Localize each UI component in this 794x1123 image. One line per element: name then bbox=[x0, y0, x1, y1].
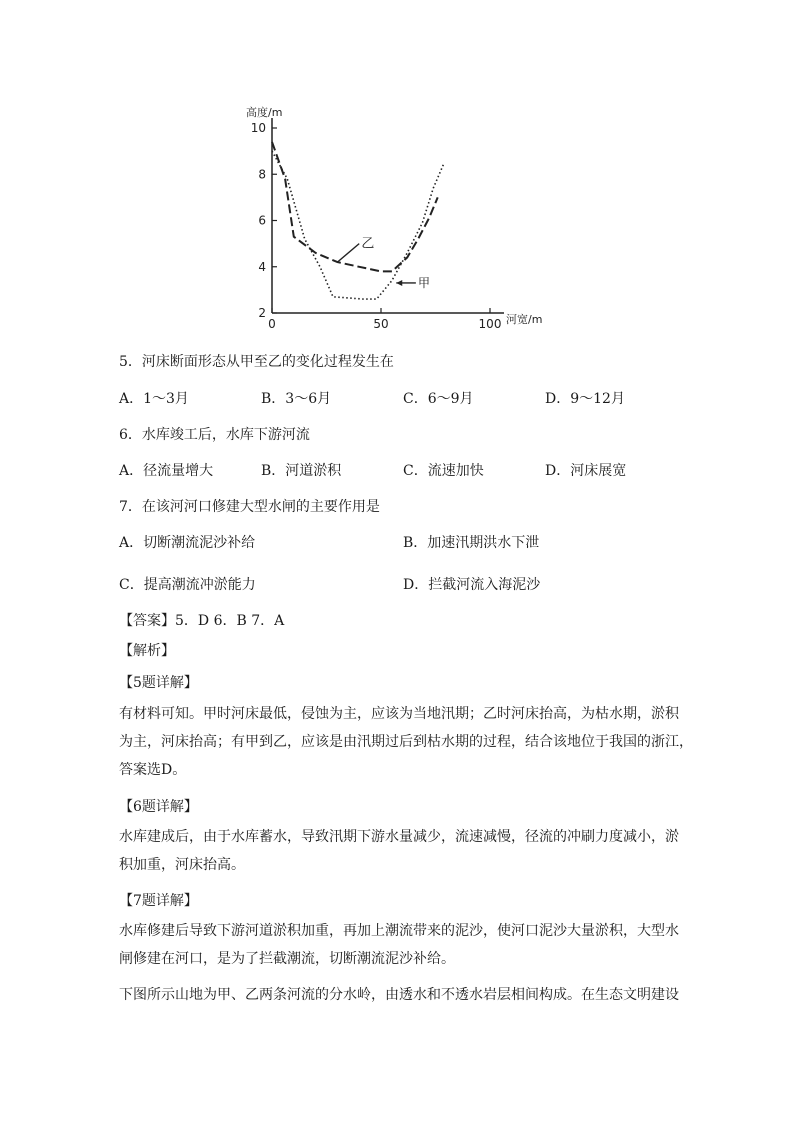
y-axis-label: 高度/m bbox=[246, 106, 283, 119]
x-tick-label: 0 bbox=[268, 317, 276, 331]
series-line-yi bbox=[272, 142, 438, 272]
detail-6-title: 【6题详解】 bbox=[119, 799, 198, 815]
q5-option-c: C．6～9月 bbox=[403, 391, 474, 407]
q6-option-d: D．河床展宽 bbox=[545, 463, 627, 479]
detail-5-text bbox=[119, 700, 693, 784]
q5-option-a: A．1～3月 bbox=[119, 391, 189, 407]
analysis-title: 【解析】 bbox=[119, 643, 175, 659]
detail-7-text bbox=[119, 917, 679, 973]
detail-7-line: 水库修建后导致下游河道淤积加重，再加上潮流带来的泥沙，使河口泥沙大量淤积，大型水 bbox=[119, 923, 679, 939]
detail-5-line: 有材料可知。甲时河床最低，侵蚀为主，应该为当地汛期；乙时河床抬高，为枯水期，淤积 bbox=[119, 706, 679, 722]
x-tick-label: 50 bbox=[373, 317, 389, 331]
x-axis-label: 河宽/m bbox=[506, 313, 543, 326]
detail-7-line: 闸修建在河口，是为了拦截潮流，切断潮流泥沙补给。 bbox=[119, 951, 455, 967]
annotation-leader-yi bbox=[337, 244, 359, 263]
q7-option-c: C．提高潮流冲淤能力 bbox=[119, 577, 256, 593]
q6-option-b: B．河道淤积 bbox=[261, 463, 342, 479]
annotation-yi: 乙 bbox=[361, 236, 375, 252]
detail-5-line: 答案选D。 bbox=[119, 762, 187, 778]
y-tick-label: 6 bbox=[258, 213, 266, 228]
q7-option-a: A．切断潮流泥沙补给 bbox=[119, 535, 256, 551]
chart-axes bbox=[272, 118, 504, 313]
question-5-stem: 5．河床断面形态从甲至乙的变化过程发生在 bbox=[119, 354, 394, 370]
question-6-stem: 6．水库竣工后，水库下游河流 bbox=[119, 427, 310, 443]
detail-6-line: 水库建成后，由于水库蓄水，导致汛期下游水量减少，流速减慢，径流的冲刷力度减小，淤 bbox=[119, 829, 679, 845]
detail-5-line: 为主，河床抬高；有甲到乙，应该是由汛期过后到枯水期的过程，结合该地位于我国的浙江， bbox=[119, 734, 693, 750]
next-material-line: 下图所示山地为甲、乙两条河流的分水岭，由透水和不透水岩层相间构成。在生态文明建设 bbox=[119, 987, 679, 1003]
detail-5-title: 【5题详解】 bbox=[119, 675, 198, 691]
annotation-jia: 甲 bbox=[418, 275, 431, 290]
detail-7-title: 【7题详解】 bbox=[119, 893, 198, 909]
answer-line: 【答案】5．D 6．B 7．A bbox=[119, 613, 285, 629]
y-tick-label: 4 bbox=[258, 259, 266, 274]
q7-option-b: B．加速汛期洪水下泄 bbox=[403, 535, 540, 551]
annotation-arrowhead bbox=[396, 280, 402, 286]
x-tick-label: 100 bbox=[478, 317, 502, 331]
river-cross-section-chart bbox=[236, 96, 556, 336]
y-tick-label: 10 bbox=[250, 121, 266, 135]
detail-6-line: 积加重，河床抬高。 bbox=[119, 857, 245, 873]
y-tick-label: 8 bbox=[258, 167, 266, 182]
detail-6-text bbox=[119, 823, 679, 879]
q6-option-a: A．径流量增大 bbox=[119, 463, 214, 479]
q5-option-d: D．9～12月 bbox=[545, 391, 625, 407]
q5-option-b: B．3～6月 bbox=[261, 391, 332, 407]
q6-option-c: C．流速加快 bbox=[403, 463, 484, 479]
y-tick-label: 2 bbox=[258, 306, 266, 320]
q7-option-d: D．拦截河流入海泥沙 bbox=[403, 577, 541, 593]
question-7-stem: 7．在该河河口修建大型水闸的主要作用是 bbox=[119, 499, 380, 515]
